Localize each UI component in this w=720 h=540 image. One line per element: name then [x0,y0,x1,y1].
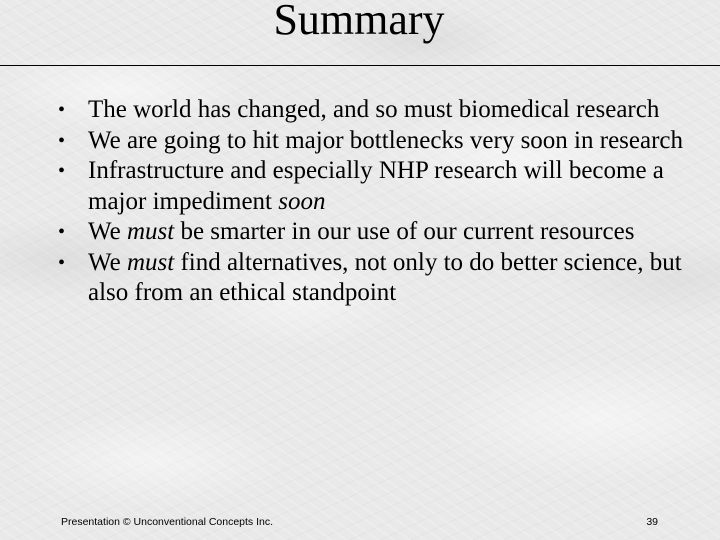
bullet-text: Infrastructure and especially NHP research will become a major impediment [88,157,664,215]
bullet-item [58,248,698,309]
bullet-text: We are going to hit major bottlenecks very soon in research [88,126,684,154]
bullet-marker: • [58,160,66,182]
bullet-item [58,217,698,248]
title-divider [0,65,720,66]
bullet-marker: • [58,251,66,274]
bullet-text: find alternatives, not only to do better science, but also from an ethical standpoint [88,248,682,306]
bullet-text: be smarter in our use of our current resources [174,218,635,245]
bullet-item [58,156,698,217]
bullet-marker: • [58,129,66,152]
bullet-item [58,95,698,126]
footer-copyright: Presentation © Unconventional Concepts Inc. [61,516,274,528]
bullet-marker: • [58,99,66,121]
bullet-emphasis: soon [278,187,326,215]
bullet-emphasis: must [126,218,175,245]
bullet-item [58,126,698,157]
bullet-list [58,95,698,309]
page-number: 39 [646,516,658,528]
bullet-marker: • [58,221,66,243]
bullet-text: We [88,218,127,245]
bullet-text: The world has changed, and so must biomedical research [88,96,660,123]
bullet-text: We [88,248,127,276]
slide-title: Summary [273,0,445,44]
bullet-emphasis: must [126,248,175,276]
